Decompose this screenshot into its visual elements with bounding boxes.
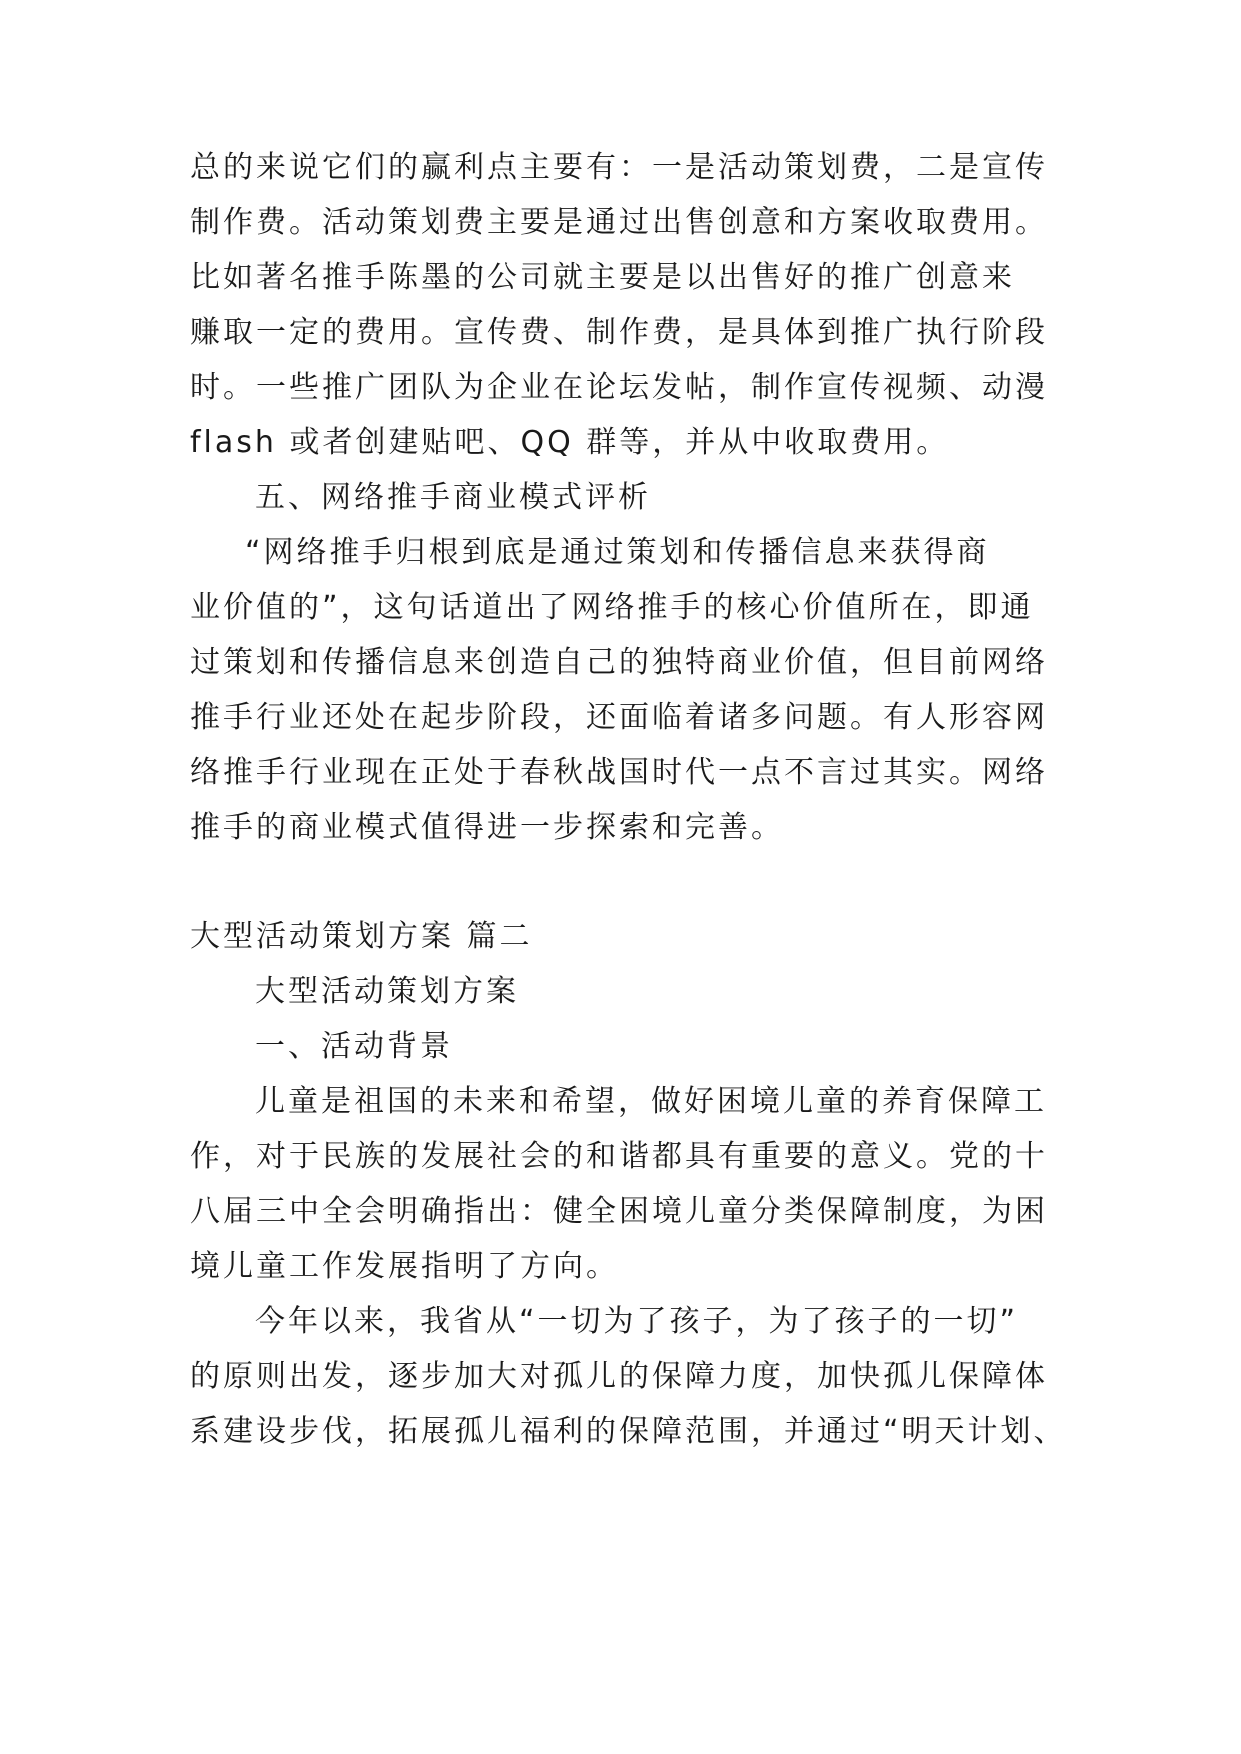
paragraph-line: 总的来说它们的赢利点主要有：一是活动策划费，二是宣传 [190, 150, 1048, 185]
paragraph-line: 系建设步伐，拓展孤儿福利的保障范围，并通过“明天计划、 [190, 1414, 1067, 1449]
paragraph-line: 制作费。活动策划费主要是通过出售创意和方案收取费用。 [190, 205, 1048, 240]
plan-title: 大型活动策划方案 [255, 974, 519, 1009]
paragraph-line: 过策划和传播信息来创造自己的独特商业价值，但目前网络 [190, 645, 1048, 680]
paragraph-line: 络推手行业现在正处于春秋战国时代一点不言过其实。网络 [190, 755, 1048, 790]
paragraph-line: 作，对于民族的发展社会的和谐都具有重要的意义。党的十 [190, 1139, 1048, 1174]
paragraph-line: 赚取一定的费用。宣传费、制作费，是具体到推广执行阶段 [190, 315, 1048, 350]
paragraph-line: 时。一些推广团队为企业在论坛发帖，制作宣传视频、动漫 [190, 370, 1048, 405]
paragraph-line: “网络推手归根到底是通过策划和传播信息来获得商 [245, 535, 990, 570]
paragraph-line: 境儿童工作发展指明了方向。 [190, 1249, 619, 1284]
paragraph-line: 比如著名推手陈墨的公司就主要是以出售好的推广创意来 [190, 260, 1015, 295]
section-heading: 一、活动背景 [255, 1029, 453, 1064]
paragraph-line: 儿童是祖国的未来和希望，做好困境儿童的养育保障工 [255, 1084, 1047, 1119]
paragraph-line: 推手行业还处在起步阶段，还面临着诸多问题。有人形容网 [190, 700, 1048, 735]
paragraph-line: 今年以来，我省从“一切为了孩子，为了孩子的一切” [255, 1304, 1019, 1339]
paragraph-line: flash 或者创建贴吧、QQ 群等，并从中收取费用。 [190, 425, 950, 460]
paragraph-line: 八届三中全会明确指出：健全困境儿童分类保障制度，为困 [190, 1194, 1048, 1229]
paragraph-line: 推手的商业模式值得进一步探索和完善。 [190, 810, 784, 845]
article-title: 大型活动策划方案 篇二 [190, 919, 533, 954]
paragraph-line: 业价值的”，这句话道出了网络推手的核心价值所在，即通 [190, 590, 1034, 625]
paragraph-line: 的原则出发，逐步加大对孤儿的保障力度，加快孤儿保障体 [190, 1359, 1048, 1394]
section-heading: 五、网络推手商业模式评析 [255, 480, 651, 515]
